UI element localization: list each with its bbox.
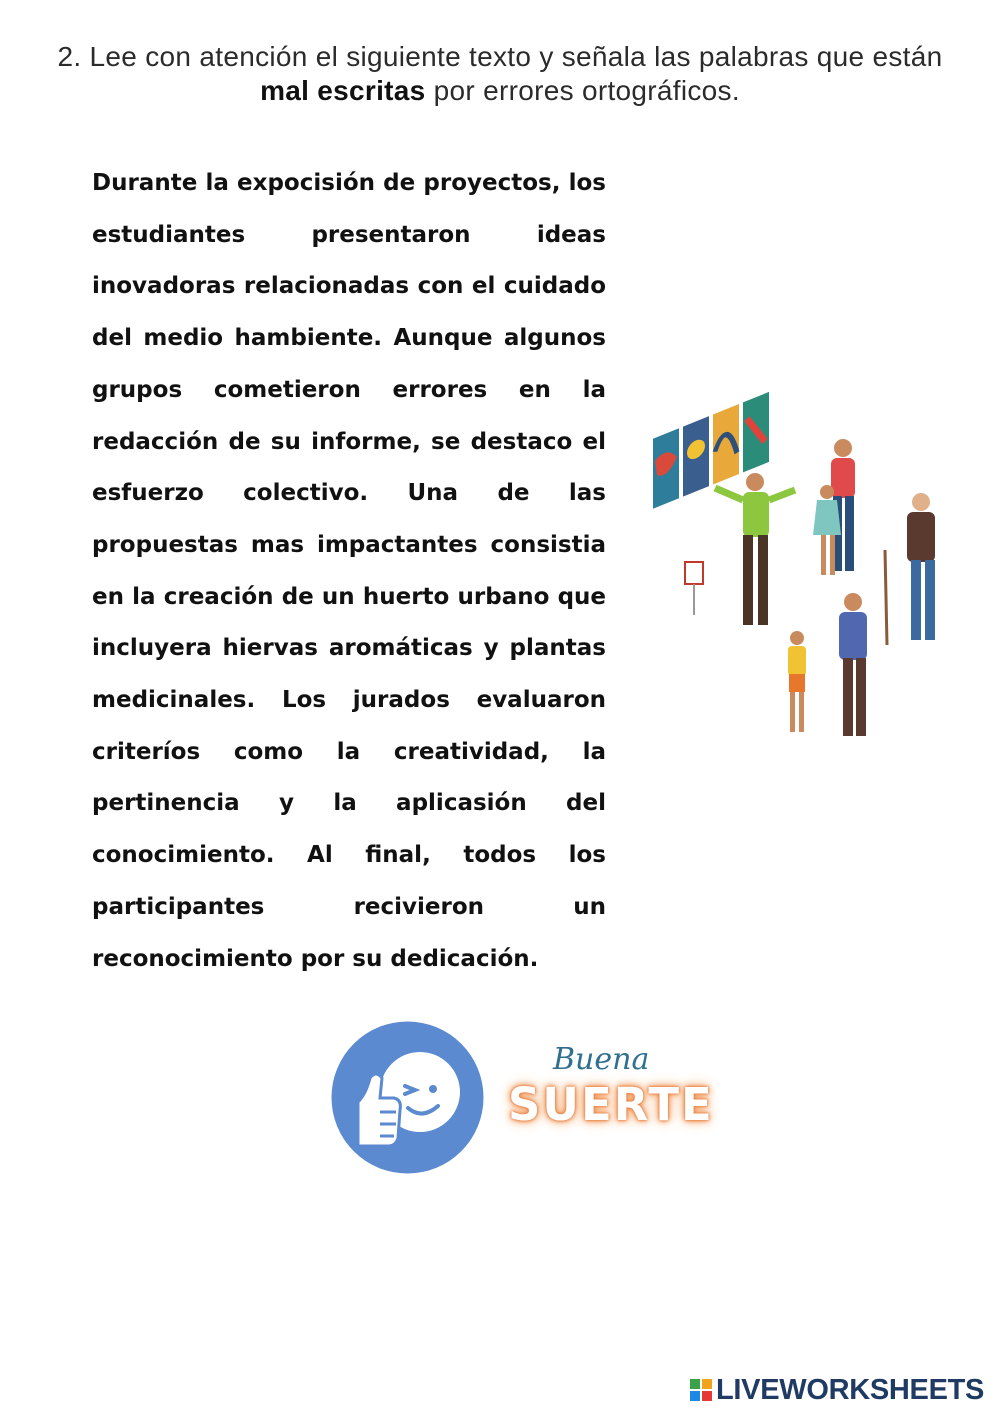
liveworksheets-brand: LIVEWORKSHEETS: [716, 1373, 985, 1406]
instruction-prefix: 2. Lee con atención el siguiente texto y señala las palabras que están: [57, 41, 943, 72]
reading-passage: Durante la expocisión de proyectos, los estudiantes presentaron ideas inovadoras relacionadas con el cuidado del medio hambiente. Aunque algunos grupos cometieron errores en la redacción de su informe, se destaco el esfuerzo colectivo. Una de las propuestas mas impactantes consistia en la creación de un huerto urbano que incluyera hiervas aromáticas y plantas medicinales. Los jurados evaluaron criteríos como la creatividad, la pertinencia y la aplicasión del conocimiento. Al final, todos los participantes recivieron un reconocimiento por su dedicación.: [92, 170, 606, 972]
museum-visitors-illustration: [645, 370, 960, 750]
instruction-suffix: por errores ortográficos.: [425, 75, 740, 106]
buena-label: Buena: [553, 1042, 650, 1077]
thumbs-up-wink-icon: [330, 1020, 485, 1175]
liveworksheets-logo-icon: [690, 1379, 712, 1401]
suerte-label: SUERTE: [508, 1078, 714, 1131]
artwork-panels: [653, 392, 769, 509]
liveworksheets-logo[interactable]: [690, 1374, 984, 1406]
instruction-text: [40, 40, 960, 108]
instruction-bold: mal escritas: [260, 75, 426, 106]
